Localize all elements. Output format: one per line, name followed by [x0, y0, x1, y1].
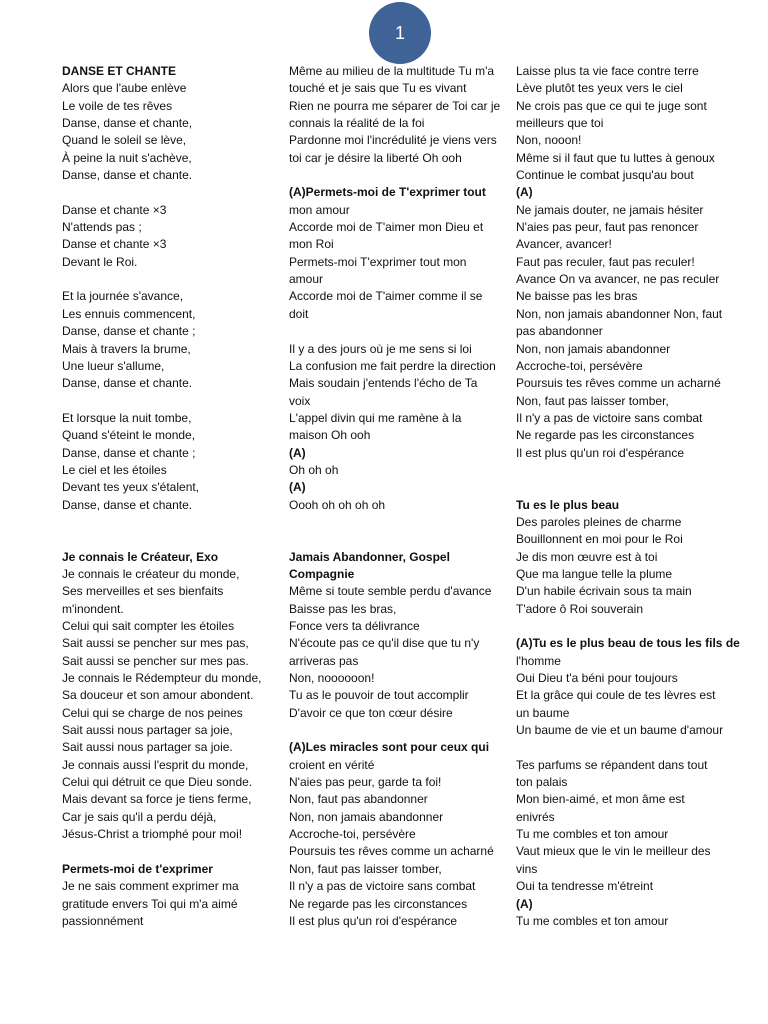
lyric-line: Tes parfums se répandent dans tout [516, 757, 708, 772]
lyric-line: Sait aussi nous partager sa joie. [62, 740, 233, 755]
lyric-heading: (A)Permets-moi de T'exprimer tout [289, 185, 486, 200]
lyric-line: Danse, danse et chante. [62, 168, 193, 183]
lyric-line: Baisse pas les bras, [289, 601, 397, 616]
lyric-line [516, 618, 748, 635]
lyric-line: Je ne sais comment exprimer ma [62, 879, 239, 894]
lyric-line: Je dis mon œuvre est à toi [516, 549, 658, 564]
lyric-line: Non, faut pas laisser tomber, [289, 861, 442, 876]
lyric-line: Mon bien-aimé, et mon âme est [516, 792, 685, 807]
lyric-line: Oooh oh oh oh oh [289, 497, 386, 512]
lyric-line: Il n'y a pas de victoire sans combat [516, 410, 703, 425]
lyric-line: Non, faut pas abandonner [289, 792, 428, 807]
lyric-line [289, 167, 511, 184]
lyric-heading: (A) [289, 445, 306, 460]
page-number-badge [369, 2, 431, 64]
lyric-line: Danse et chante ×3 [62, 202, 167, 217]
lyric-line: un baume [516, 705, 570, 720]
lyric-line: Danse, danse et chante. [62, 376, 193, 391]
lyric-line: Je connais le Rédempteur du monde, [62, 671, 262, 686]
lyric-line: Ne crois pas que ce qui te juge sont [516, 98, 707, 113]
lyric-line: enivrés [516, 809, 555, 824]
lyric-line: Et la grâce qui coule de tes lèvres est [516, 688, 716, 703]
lyric-line: Fonce vers ta délivrance [289, 619, 420, 633]
lyric-line: Quand le soleil se lève, [62, 133, 187, 148]
lyric-line: Laisse plus ta vie face contre terre [516, 64, 699, 78]
lyric-heading: Je connais le Créateur, Exo [62, 549, 219, 564]
lyric-line: Devant le Roi. [62, 254, 138, 269]
lyric-line: Mais devant sa force je tiens ferme, [62, 792, 252, 807]
lyric-line: Le ciel et les étoiles [62, 462, 167, 477]
lyric-line: Non, nooon! [516, 133, 582, 148]
lyric-line: N'aies pas peur, faut pas renoncer [516, 220, 699, 235]
lyric-line: Ne regarde pas les circonstances [516, 428, 695, 443]
lyric-line: Je connais aussi l'esprit du monde, [62, 757, 249, 772]
lyric-line: mon amour [289, 202, 350, 217]
lyric-line: À peine la nuit s'achève, [62, 150, 192, 165]
lyric-heading: (A) [289, 480, 306, 495]
lyric-line: Avancer, avancer! [516, 237, 612, 252]
lyric-line: Permets-moi T'exprimer tout mon [289, 254, 467, 269]
lyric-line: croient en vérité [289, 757, 375, 772]
lyric-line: mon Roi [289, 237, 334, 252]
lyric-line: Sait aussi se pencher sur mes pas, [62, 636, 249, 651]
lyric-line: Non, non jamais abandonner Non, faut [516, 306, 723, 321]
lyric-line: Rien ne pourra me séparer de Toi car je [289, 98, 501, 113]
lyric-line: L'appel divin qui me ramène à la [289, 410, 462, 425]
lyric-line: Même si toute semble perdu d'avance [289, 584, 492, 599]
lyric-line [289, 722, 511, 739]
lyric-line [62, 843, 284, 860]
lyric-line: Oh oh oh [289, 462, 339, 477]
lyric-line: T'adore ô Roi souverain [516, 601, 644, 616]
lyric-line: Tu me combles et ton amour [516, 913, 669, 928]
lyric-line: Et la journée s'avance, [62, 289, 184, 304]
lyric-line: Ne baisse pas les bras [516, 289, 638, 304]
lyric-line: Ses merveilles et ses bienfaits [62, 584, 224, 599]
lyric-line: Accroche-toi, persévère [289, 827, 416, 842]
lyric-line: meilleurs que toi [516, 116, 604, 131]
lyric-line: Celui qui sait compter les étoiles [62, 619, 235, 633]
lyric-line: doit [289, 306, 309, 321]
lyric-line: Danse, danse et chante ; [62, 445, 196, 460]
lyric-line: ton palais [516, 775, 568, 790]
lyric-line: N'attends pas ; [62, 220, 142, 235]
lyric-line [516, 462, 748, 479]
lyric-line: Que ma langue telle la plume [516, 566, 673, 581]
lyric-line: Non, noooooon! [289, 671, 375, 686]
lyric-heading: Jamais Abandonner, Gospel [289, 549, 450, 564]
lyric-heading: DANSE ET CHANTE [62, 64, 177, 78]
lyric-line: Lève plutôt tes yeux vers le ciel [516, 81, 683, 96]
lyric-line: Non, faut pas laisser tomber, [516, 393, 669, 408]
lyric-line: Bouillonnent en moi pour le Roi [516, 532, 683, 547]
lyric-line: Danse, danse et chante, [62, 116, 193, 131]
lyric-line: Oui ta tendresse m'étreint [516, 879, 654, 894]
lyric-line: touché et je sais que Tu es vivant [289, 81, 467, 96]
lyric-line: Mais à travers la brume, [62, 341, 191, 356]
column-2 [289, 63, 511, 930]
lyric-heading: (A)Les miracles sont pour ceux qui [289, 740, 490, 755]
lyric-line: voix [289, 393, 311, 408]
lyric-line: Tu as le pouvoir de tout accomplir [289, 688, 469, 703]
lyric-line: Accroche-toi, persévère [516, 358, 643, 373]
column-3 [516, 63, 748, 930]
lyric-line: Sa douceur et son amour abondent. [62, 688, 254, 703]
lyric-line [62, 184, 284, 201]
lyric-line [62, 514, 284, 531]
lyric-heading: Compagnie [289, 566, 355, 581]
lyric-line: Danse et chante ×3 [62, 237, 167, 252]
lyric-line: La confusion me fait perdre la direction [289, 358, 496, 373]
lyric-line: Sait aussi se pencher sur mes pas. [62, 653, 249, 668]
lyric-line: Quand s'éteint le monde, [62, 428, 196, 443]
lyric-line: toi car je désire la liberté Oh ooh [289, 150, 462, 165]
lyric-line: Celui qui se charge de nos peines [62, 705, 243, 720]
lyric-line: arriveras pas [289, 653, 359, 668]
lyric-line: Une lueur s'allume, [62, 358, 165, 373]
page-number: 1 [394, 22, 405, 43]
lyric-line: N'aies pas peur, garde ta foi! [289, 775, 442, 790]
lyric-line: maison Oh ooh [289, 428, 371, 443]
lyric-line [62, 271, 284, 288]
lyric-heading: (A) [516, 185, 533, 200]
lyric-line: Faut pas reculer, faut pas reculer! [516, 254, 695, 269]
lyric-line: Les ennuis commencent, [62, 306, 196, 321]
lyric-line: Jésus-Christ a triomphé pour moi! [62, 827, 243, 842]
lyric-heading: Tu es le plus beau [516, 497, 620, 512]
lyric-line: Je connais le créateur du monde, [62, 566, 240, 581]
lyric-line: Poursuis tes rêves comme un acharné [289, 844, 494, 859]
lyric-heading: (A)Tu es le plus beau de tous les fils de [516, 636, 740, 651]
lyric-line: N'écoute pas ce qu'il dise que tu n'y [289, 636, 480, 651]
lyric-line: D'avoir ce que ton cœur désire [289, 705, 453, 720]
lyric-line: Même si il faut que tu luttes à genoux [516, 150, 715, 165]
lyric-line: connais la réalité de la foi [289, 116, 425, 131]
lyric-line: Tu me combles et ton amour [516, 827, 669, 842]
lyric-line: Il est plus qu'un roi d'espérance [516, 445, 685, 460]
lyric-line: Pardonne moi l'incrédulité je viens vers [289, 133, 497, 148]
lyric-line: Avance On va avancer, ne pas reculer [516, 272, 720, 287]
lyric-line: Celui qui détruit ce que Dieu sonde. [62, 775, 253, 790]
lyric-line: Même au milieu de la multitude Tu m'a [289, 64, 495, 78]
lyric-line: gratitude envers Toi qui m'a aimé [62, 896, 238, 911]
lyric-line: Poursuis tes rêves comme un acharné [516, 376, 721, 391]
lyric-line: Devant tes yeux s'étalent, [62, 480, 200, 495]
lyric-line: Le voile de tes rêves [62, 98, 173, 113]
lyric-line [516, 739, 748, 756]
lyric-line: pas abandonner [516, 324, 603, 339]
lyric-line: Il y a des jours où je me sens si loi [289, 341, 472, 356]
lyric-line [289, 514, 511, 531]
lyric-line: Sait aussi nous partager sa joie, [62, 723, 233, 738]
lyric-line: Ne regarde pas les circonstances [289, 896, 468, 911]
lyric-line: Alors que l'aube enlève [62, 81, 187, 96]
lyric-line: D'un habile écrivain sous ta main [516, 584, 692, 599]
lyric-line: Danse, danse et chante ; [62, 324, 196, 339]
lyric-line: m'inondent. [62, 601, 124, 616]
lyric-line: Il n'y a pas de victoire sans combat [289, 879, 476, 894]
lyric-line: Des paroles pleines de charme [516, 514, 682, 529]
lyric-line: Car je sais qu'il a perdu déjà, [62, 809, 217, 824]
lyric-line: Non, non jamais abandonner [289, 809, 444, 824]
lyric-line: vins [516, 861, 538, 876]
lyric-line [289, 323, 511, 340]
lyric-line: Ne jamais douter, ne jamais hésiter [516, 202, 704, 217]
lyric-line: amour [289, 272, 324, 287]
lyric-line: Non, non jamais abandonner [516, 341, 671, 356]
lyric-line: Et lorsque la nuit tombe, [62, 410, 192, 425]
lyric-line: Continue le combat jusqu'au bout [516, 168, 694, 183]
lyric-line: Accorde moi de T'aimer comme il se [289, 289, 483, 304]
lyric-line: l'homme [516, 653, 561, 668]
lyric-heading: (A) [516, 896, 533, 911]
lyric-line: Un baume de vie et un baume d'amour [516, 723, 724, 738]
lyric-line [516, 479, 748, 496]
lyric-line: Accorde moi de T'aimer mon Dieu et [289, 220, 484, 235]
lyric-line [62, 531, 284, 548]
lyric-heading: Permets-moi de t'exprimer [62, 861, 213, 876]
lyric-line: Oui Dieu t'a béni pour toujours [516, 671, 678, 686]
lyric-line [62, 393, 284, 410]
lyric-line: Il est plus qu'un roi d'espérance [289, 913, 458, 928]
lyric-line: Mais soudain j'entends l'écho de Ta [289, 376, 478, 391]
lyric-line: Vaut mieux que le vin le meilleur des [516, 844, 711, 859]
lyric-line [289, 531, 511, 548]
lyric-line: Danse, danse et chante. [62, 497, 193, 512]
column-1 [62, 63, 284, 930]
lyric-line: passionnément [62, 913, 144, 928]
